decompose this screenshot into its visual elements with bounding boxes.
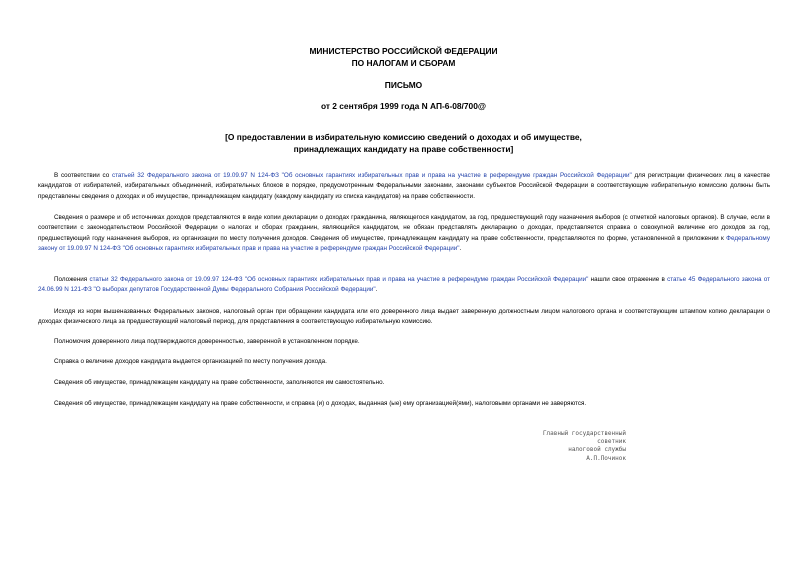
paragraph-2-text-b: . [459,245,462,253]
paragraph-3 [38,275,770,296]
paragraph-3-text-a: Положения [54,276,90,283]
paragraph-1 [38,171,770,202]
ministry-name-line1: МИНИСТЕРСТВО РОССИЙСКОЙ ФЕДЕРАЦИИ [309,46,498,56]
law-link-article-32-second[interactable]: статьи 32 Федерального закона от 19.09.97 124-ФЗ "Об основных гарантиях избирательных прав и права на участие в референдуме граждан Российской Федерации" [89,276,589,283]
paragraph-3-text-c: . [375,286,378,294]
signatory-name: А.П.Починок [586,454,626,462]
paragraph-1-text-a: В соответствии со [54,172,112,179]
signature-title-line2: советник [597,438,626,446]
document-type: ПИСЬМО [384,80,423,90]
signature-title-line3: налоговой службы [568,446,626,454]
paragraph-4: Исходя из норм вышеназванных Федеральных законов, налоговый орган при обращении кандидата или его доверенного лица выдает заверенную должностным лицом налогового органа и соответствующим штампом копию декларации о доходах физического лица за предшествующий налоговый период, для представления в соответствующую избирательную комиссию. [38,308,770,326]
paragraph-6: Справка о величине доходов кандидата выдается организацией по месту получения дохода. [54,358,327,365]
paragraph-1-text-b: для регистрации физических лиц в качестве кандидатов от избирателей, избирательных объединений, избирательных блоков в порядке, предусмотренным Федеральными законами, законами субъектов Российской Федерации в соответствующие избирательную комиссию должны быть представлены сведения о доходах и об имуществе, принадлежащем кандидату (каждому кандидату из списка кандидатов) на праве собственности. [38,172,770,200]
paragraph-2 [38,213,770,255]
ministry-name-line2: ПО НАЛОГАМ И СБОРАМ [351,58,456,68]
paragraph-7: Сведения об имуществе, принадлежащем кандидату на праве собственности, заполняются им самостоятельно. [54,379,385,386]
law-link-federal-law-124[interactable]: Федеральному закону от 19.09.97 N 124-ФЗ "Об основных гарантиях избирательных прав и права на участие в референдуме граждан Российской Федерации" [38,234,770,253]
paragraph-8: Сведения об имуществе, принадлежащем кандидату на праве собственности, и справка (и) о доходах, выданная (ые) ему организацией(ями), налоговыми органами не заверяются. [54,400,587,407]
signature-block [480,430,626,463]
document-title-line1: [О предоставлении в избирательную комиссию сведений о доходах и об имуществе, [225,132,582,142]
document-title-line2: принадлежащих кандидату на праве собственности] [293,144,514,154]
signature-title-line1: Главный государственный [542,430,626,437]
law-link-article-32[interactable]: статьей 32 Федерального закона от 19.09.97 N 124-ФЗ "Об основных гарантиях избирательных прав и права на участие в референдуме граждан Российской Федерации" [111,172,632,179]
document-date: от 2 сентября 1999 года N АП-6-08/700@ [320,101,487,111]
law-link-article-45[interactable]: статье 45 Федерального закона от 24.06.99 N 121-ФЗ "О выборах депутатов Государственной Думы Федерального Собрания Российской Федерации" [38,276,770,294]
paragraph-5: Полномочия доверенного лица подтверждаются доверенностью, заверенной в установленном порядке. [54,338,360,345]
paragraph-3-text-b: нашли свое отражение в [588,276,668,283]
paragraph-2-text-a: Сведения о размере и об источниках доходов представляются в виде копии декларации о доходах гражданина, являющегося кандидатом, за год, предшествующий году назначения выборов (с отметкой налоговых органов). В случае, если в соответствии с законодательством Российской Федерации о налогах и сборах гражданин, являющийся кандидатом, не обязан представлять декларацию о доходах, представляется справка о совокупной величине его доходов за год, предшествующий году назначения выборов, из организации по месту получения доходов. Сведения об имуществе, принадлежащем кандидату на праве собственности, представляются по форме, установленной в приложении к [38,214,770,242]
